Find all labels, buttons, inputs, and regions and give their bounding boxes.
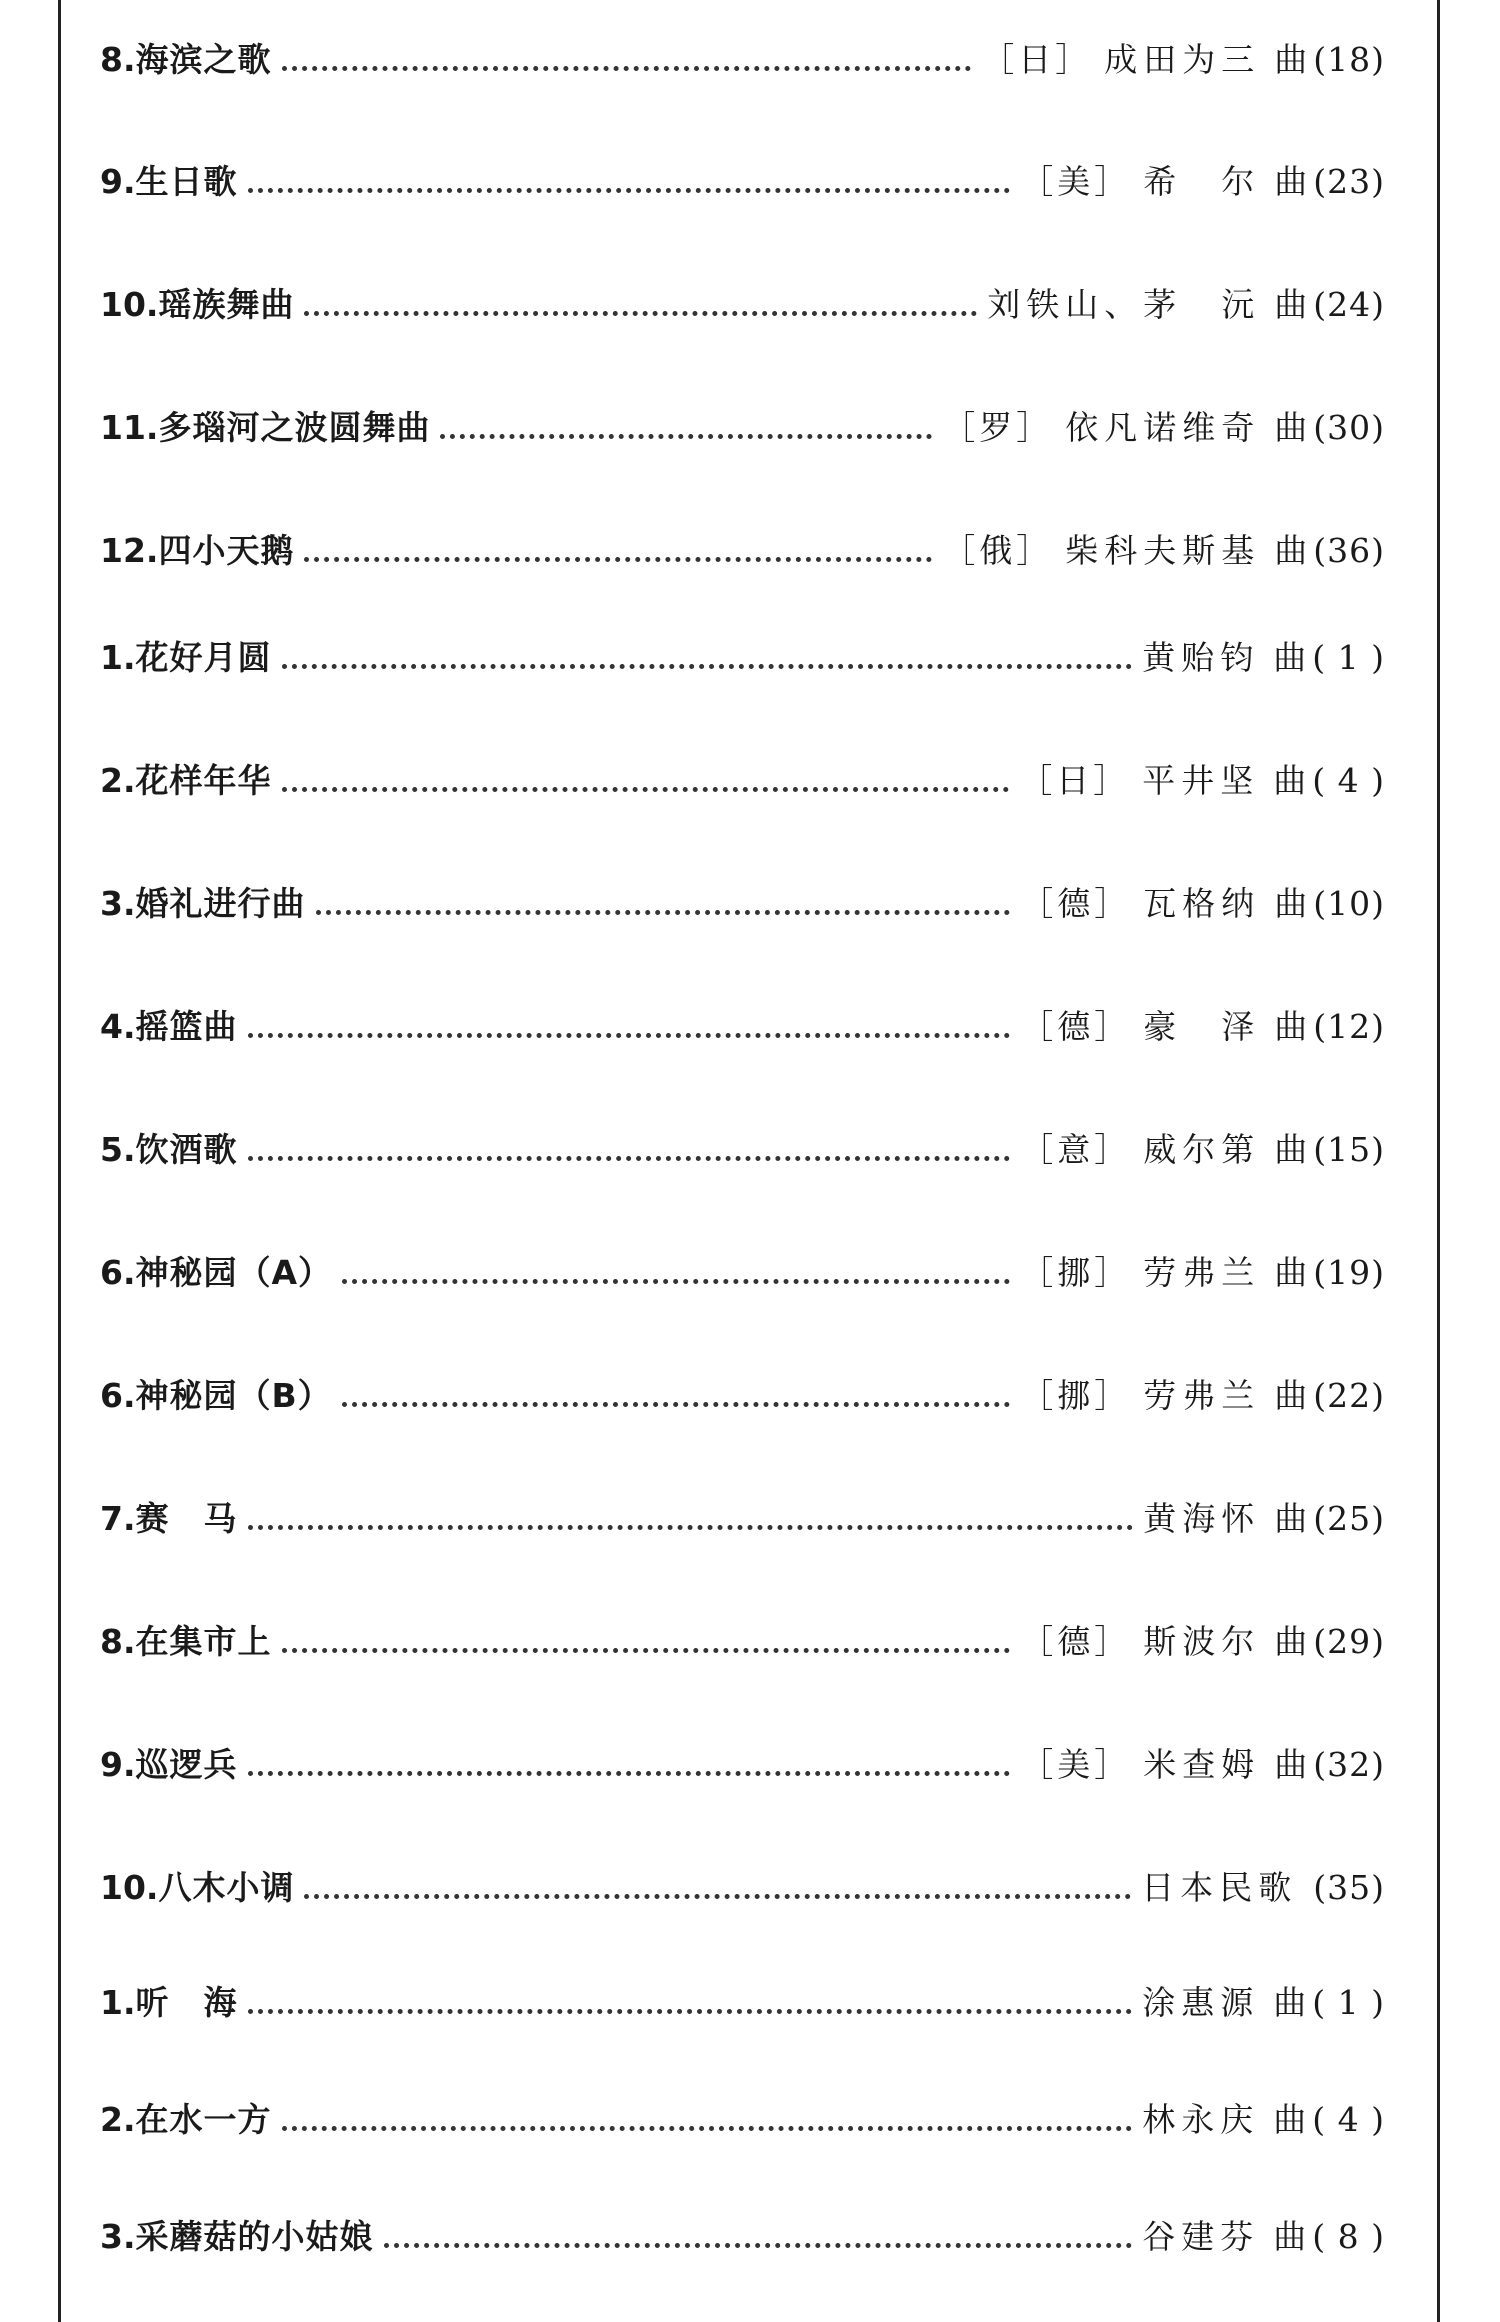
composer-name: 柴科夫斯基 [1065,531,1261,571]
entry-number: 12. [100,531,159,571]
composer-name: 黄海怀 [1143,1499,1261,1539]
composer-name: 劳弗兰 [1143,1376,1261,1416]
work-type: 曲 [1273,1983,1307,2023]
work-type: 曲 [1274,162,1308,202]
entry-credit [1141,1868,1385,1908]
composer-name: 平井坚 [1142,761,1260,801]
entry-number: 3. [100,2217,136,2257]
entry-title: 赛 马 [135,1499,238,1539]
page-number: (23) [1313,162,1385,202]
entry-credit [1020,1376,1385,1416]
toc-entry[interactable] [100,388,1385,448]
composer-name: 豪 泽 [1143,1007,1261,1047]
entry-credit [1142,638,1385,678]
toc-entry[interactable] [100,1725,1385,1785]
entry-credit [1020,1130,1385,1170]
entry-number: 2. [100,2100,136,2140]
page-left-border [58,0,61,2322]
toc-entry[interactable] [100,864,1385,924]
entry-title: 婚礼进行曲 [135,884,306,924]
composer-name: 林永庆 [1142,2100,1260,2140]
toc-entry[interactable] [100,741,1385,801]
page-number: (29) [1313,1622,1385,1662]
entry-credit [1020,884,1385,924]
entry-title: 听 海 [135,1983,238,2023]
page-number: ( 4 ) [1312,2100,1385,2140]
composer-name: 米查姆 [1143,1745,1261,1785]
entry-title: 神秘园（A） [135,1253,333,1293]
entry-number: 5. [100,1130,136,1170]
dot-leader [248,1033,1011,1038]
toc-entry[interactable] [100,142,1385,202]
work-type: 曲 [1274,285,1308,325]
dot-leader [342,1279,1010,1284]
work-type: 曲 [1274,884,1308,924]
page-number: (32) [1313,1745,1385,1785]
entry-number: 7. [100,1499,136,1539]
entry-number: 9. [100,1745,136,1785]
dot-leader [440,434,932,439]
work-type: 曲 [1274,1499,1308,1539]
work-type: 曲 [1274,1253,1308,1293]
entry-number: 6. [100,1376,136,1416]
entry-number: 10. [100,1868,159,1908]
entry-title: 海滨之歌 [135,40,272,80]
entry-title: 神秘园（B） [135,1376,332,1416]
page-number: ( 8 ) [1312,2217,1385,2257]
composer-name: 威尔第 [1143,1130,1261,1170]
composer-country: ［挪］ [1020,1376,1132,1416]
toc-entry[interactable] [100,1602,1385,1662]
entry-number: 8. [100,1622,136,1662]
composer-name: 希 尔 [1143,162,1261,202]
work-type: 曲 [1274,408,1308,448]
work-type: 曲 [1274,1007,1308,1047]
page-number: (36) [1313,531,1385,571]
composer-country: ［美］ [1020,1745,1132,1785]
entry-title: 花样年华 [135,761,272,801]
dot-leader [282,664,1133,669]
entry-credit [1019,761,1385,801]
work-type: 曲 [1273,2217,1307,2257]
dot-leader [304,1894,1131,1899]
entry-number: 2. [100,761,136,801]
composer-name: 劳弗兰 [1143,1253,1261,1293]
entry-credit [942,531,1385,571]
entry-title: 花好月圆 [135,638,272,678]
toc-entry[interactable] [100,2197,1385,2257]
entry-title: 八木小调 [158,1868,295,1908]
composer-name: 涂惠源 [1142,1983,1260,2023]
page-number: (22) [1313,1376,1385,1416]
toc-entry[interactable] [100,20,1385,80]
toc-entry[interactable] [100,265,1385,325]
entry-credit [1020,1253,1385,1293]
composer-name: 瓦格纳 [1143,884,1261,924]
composer-country: ［俄］ [942,531,1054,571]
composer-name: 依凡诺维奇 [1065,408,1261,448]
entry-number: 8. [100,40,136,80]
dot-leader [304,311,977,316]
page-right-border [1437,0,1440,2322]
work-type: 曲 [1274,1622,1308,1662]
composer-country: ［德］ [1020,884,1132,924]
composer-name: 日本民歌 [1141,1868,1298,1908]
composer-country: ［挪］ [1020,1253,1132,1293]
entry-title: 生日歌 [135,162,238,202]
toc-entry[interactable] [100,1233,1385,1293]
work-type: 曲 [1274,531,1308,571]
entry-credit [987,285,1385,325]
entry-title: 巡逻兵 [135,1745,238,1785]
page-number: (10) [1313,884,1385,924]
toc-entry[interactable] [100,618,1385,678]
toc-entry[interactable] [100,1479,1385,1539]
dot-leader [342,1402,1011,1407]
toc-entry[interactable] [100,511,1385,571]
dot-leader [248,1771,1011,1776]
entry-number: 11. [100,408,159,448]
entry-number: 4. [100,1007,136,1047]
dot-leader [384,2243,1133,2248]
work-type: 曲 [1274,1745,1308,1785]
page-number: ( 1 ) [1312,638,1385,678]
entry-title: 在集市上 [135,1622,272,1662]
page-number: ( 1 ) [1312,1983,1385,2023]
toc-entry[interactable] [100,1356,1385,1416]
entry-number: 1. [100,1983,136,2023]
entry-credit [942,408,1385,448]
entry-number: 6. [100,1253,136,1293]
entry-credit [1142,2100,1385,2140]
work-type: 曲 [1273,761,1307,801]
dot-leader [248,1525,1134,1530]
dot-leader [282,787,1010,792]
composer-name: 成田为三 [1104,40,1261,80]
entry-title: 饮酒歌 [135,1130,238,1170]
entry-number: 10. [100,285,159,325]
entry-title: 摇篮曲 [135,1007,238,1047]
dot-leader [282,2126,1133,2131]
composer-name: 斯波尔 [1143,1622,1261,1662]
dot-leader [248,2009,1133,2014]
dot-leader [282,66,972,71]
entry-title: 四小天鹅 [158,531,295,571]
composer-country: ［德］ [1020,1007,1132,1047]
entry-title: 多瑙河之波圆舞曲 [158,408,431,448]
composer-country: ［日］ [981,40,1093,80]
composer-name: 刘铁山、茅 沅 [987,285,1261,325]
work-type: 曲 [1274,40,1308,80]
page-number: (24) [1313,285,1385,325]
work-type: 曲 [1273,638,1307,678]
entry-credit [1020,1745,1385,1785]
page-number: (15) [1313,1130,1385,1170]
composer-country: ［意］ [1020,1130,1132,1170]
work-type: 曲 [1274,1376,1308,1416]
dot-leader [248,1156,1011,1161]
dot-leader [316,910,1011,915]
composer-country: ［日］ [1019,761,1131,801]
page-number: (30) [1313,408,1385,448]
entry-credit [1143,1499,1385,1539]
work-type: 曲 [1273,2100,1307,2140]
entry-title: 瑶族舞曲 [158,285,295,325]
dot-leader [282,1648,1011,1653]
composer-country: ［罗］ [942,408,1054,448]
dot-leader [304,557,932,562]
entry-credit [1142,1983,1385,2023]
page-number: (12) [1313,1007,1385,1047]
toc-entry[interactable] [100,1848,1385,1908]
entry-credit [1020,1622,1385,1662]
entry-title: 采蘑菇的小姑娘 [135,2217,374,2257]
composer-name: 黄贻钧 [1142,638,1260,678]
entry-number: 9. [100,162,136,202]
toc-entry[interactable] [100,987,1385,1047]
toc-entry[interactable] [100,1110,1385,1170]
entry-number: 1. [100,638,136,678]
entry-credit [981,40,1385,80]
entry-credit [1142,2217,1385,2257]
page-number: (19) [1313,1253,1385,1293]
composer-name: 谷建芬 [1142,2217,1260,2257]
entry-credit [1020,1007,1385,1047]
page-number: ( 4 ) [1312,761,1385,801]
page-number: (18) [1313,40,1385,80]
entry-title: 在水一方 [135,2100,272,2140]
entry-number: 3. [100,884,136,924]
page-number: (35) [1313,1868,1385,1908]
toc-entry[interactable] [100,1963,1385,2023]
entry-credit [1020,162,1385,202]
dot-leader [248,188,1011,193]
work-type: 曲 [1274,1130,1308,1170]
composer-country: ［德］ [1020,1622,1132,1662]
page-number: (25) [1313,1499,1385,1539]
composer-country: ［美］ [1020,162,1132,202]
toc-entry[interactable] [100,2080,1385,2140]
